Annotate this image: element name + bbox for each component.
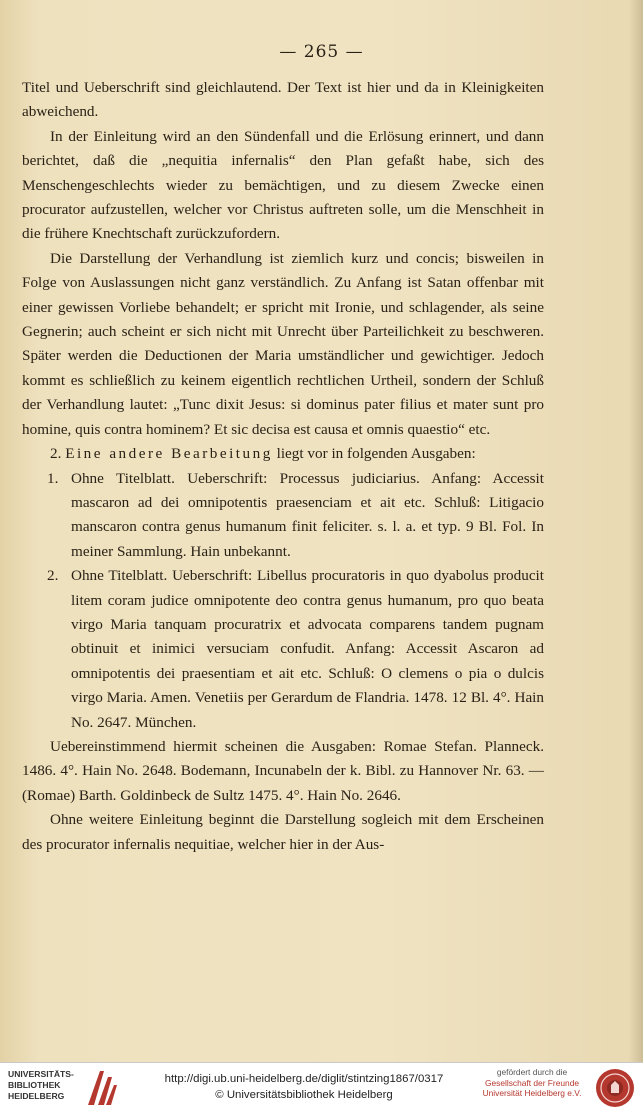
list-item-1 — [22, 467, 544, 565]
institution-line-1: UNIVERSITÄTS- — [8, 1069, 74, 1079]
paragraph-4 — [22, 442, 544, 466]
paragraph-6: Ohne weitere Einleitung beginnt die Darstellung sogleich mit dem Erscheinen des procurator infernalis nequitiae, welcher hier in der Aus- — [22, 811, 544, 853]
list-item-1-number: 1. — [47, 469, 59, 487]
copyright-notice: © Universitätsbibliothek Heidelberg — [215, 1089, 393, 1101]
sponsor-line-1: gefördert durch die — [496, 1067, 568, 1077]
paragraph-2: In der Einleitung wird an den Sündenfall und die Erlösung erinnert, und dann berichtet, daß die „nequitia infernalis“ den Plan gefaßt habe, sich des Menschengeschlechts wieder zu bemächtigen, und zu diesem Zwecke einen procurator aufzustellen, welcher vor Christus auftreten solle, um die Menschheit in die frühere Knechtschaft zurückzufordern. — [22, 127, 544, 243]
paragraph-1: Titel und Ueberschrift sind gleichlautend. Der Text ist hier und da in Kleinigkeiten abweichend. — [22, 79, 544, 121]
list-item-2-number: 2. — [47, 567, 59, 585]
paragraph-4-rest: liegt vor in folgenden Ausgaben: — [272, 445, 476, 463]
list-item-1-text: Ohne Titelblatt. Ueberschrift: Processus judiciarius. Anfang: Accessit mascaron ad dei omnipotentis praesenciam et ait etc. Schluß: Litigacio manscaron contra genus humanum finit feliciter. s. l. a. et typ. 9 Bl. Fol. In meiner Sammlung. Hain unbekannt. — [71, 469, 544, 560]
sponsor-line-2: Gesellschaft der Freunde — [484, 1077, 580, 1088]
paragraph-4-number: 2. — [50, 445, 62, 463]
spaced-heading: Eine andere Bearbeitung — [65, 445, 273, 463]
permalink-url[interactable]: http://digi.ub.uni-heidelberg.de/diglit/stintzing1867/0317 — [164, 1073, 444, 1085]
institution-line-2: BIBLIOTHEK — [8, 1080, 61, 1090]
page-number: — 265 — — [279, 42, 364, 62]
list-item-2-text: Ohne Titelblatt. Ueberschrift: Libellus procuratoris in quo dyabolus producit litem coram judice omnipotente deo contra genus humanum, pro quo beata virgo Maria tanquam procuratrix et advocata comparens tandem pugnam obtinuit et inimici versuciam confudit. Anfang: Accessit Ascaron ad omnipotentis dei praesentiam et ait etc. Schluß: O clemens o pia o dulcis virgo Maria. Amen. Venetiis per Gerardum de Flandria. 1478. 12 Bl. 4°. Hain No. 2647. München. — [71, 567, 544, 731]
institution-line-3: HEIDELBERG — [8, 1091, 65, 1101]
sponsor-block — [476, 1067, 588, 1099]
university-seal-icon — [594, 1067, 636, 1109]
paragraph-5: Uebereinstimmend hiermit scheinen die Ausgaben: Romae Stefan. Planneck. 1486. 4°. Hain No. 2648. Bodemann, Incunabeln der k. Bibl. zu Hannover Nr. 63. — (Romae) Barth. Goldinbeck de Sultz 1475. 4°. Hain No. 2646. — [22, 737, 544, 804]
paragraph-3: Die Darstellung der Verhandlung ist ziemlich kurz und concis; bisweilen in Folge von Auslassungen nicht ganz verständlich. Zu Anfang ist Satan offenbar mit einer gewissen Vorliebe behandelt; er spricht mit Ironie, und schlagender, als seine Gegnerin; auch scheint er sich nicht mit Unrecht über Parteilichkeit zu beschweren. Später werden die Deductionen der Maria umständlicher und gewichtiger. Jedoch kommt es schließlich zu keinem eigentlich rechtlichen Urtheil, sondern der Schluß der Verhandlung lautet: „Tunc dixit Jesus: si dominus pater filius et mater sunt pro homine, quis contra hominem? Et sic decisa est causa et omnis quaestio“ etc. — [22, 249, 544, 438]
sponsor-line-3: Universität Heidelberg e.V. — [482, 1088, 582, 1098]
list-item-2 — [22, 564, 544, 735]
footer-bar — [0, 1062, 643, 1111]
library-logo-icon — [84, 1067, 118, 1107]
body-text — [22, 76, 544, 857]
footer-url-block — [124, 1071, 484, 1103]
institution-name — [8, 1069, 86, 1102]
